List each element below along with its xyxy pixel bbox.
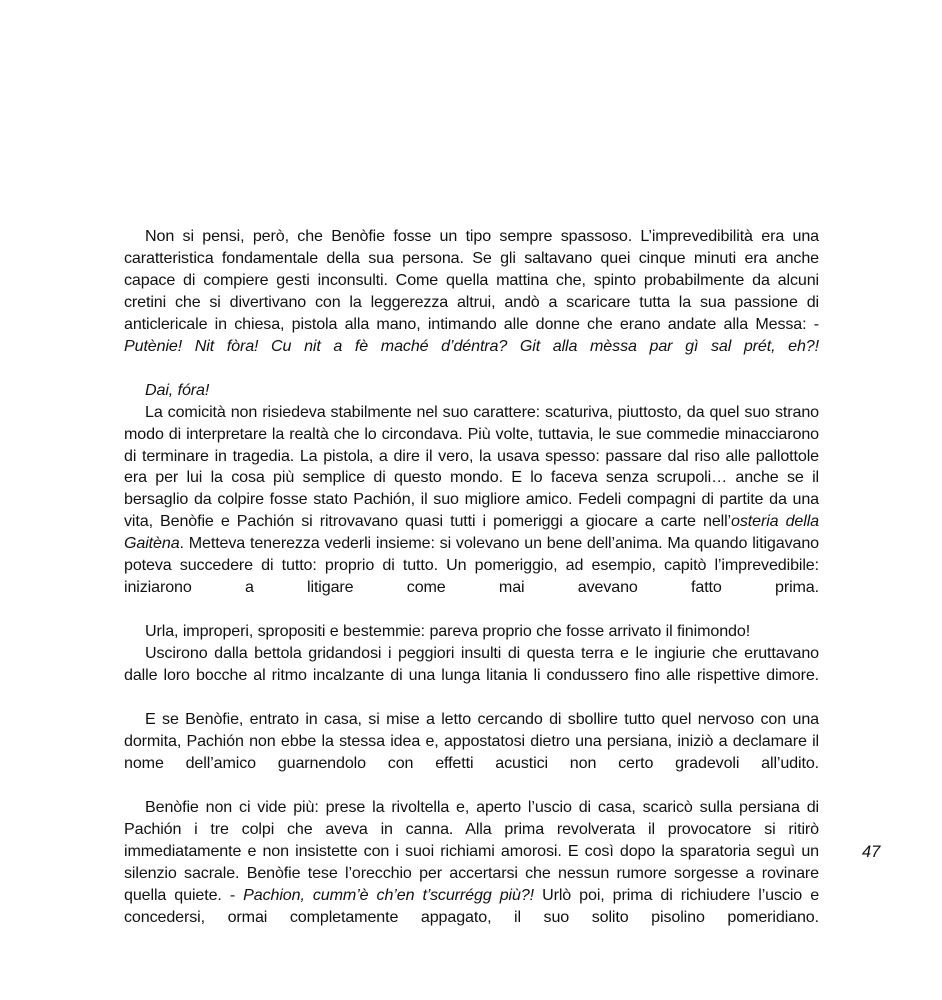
text-run: Benòfie non ci vide più: prese la rivoltella e, aperto l’uscio di casa, scaricò sulla persiana di Pachión i tre colpi che aveva in canna. Alla prima revolverata il provocatore si ritirò immediatamente e non insistette con i suoi richiami amorosi. E così dopo la sparatoria seguì un silenzio sacrale. Benòfie tese l’orecchio per accertarsi che nessun rumore sorgesse a rovinare quella quiete. -	[124, 797, 819, 904]
paragraph	[124, 797, 819, 951]
text-run: La comicità non risiedeva stabilmente nel suo carattere: scaturiva, piuttosto, da quel suo strano modo di interpretare la realtà che lo circondava. Più volte, tuttavia, le sue commedie minacciarono di terminare in tragedia. La pistola, a dire il vero, la usava spesso: passare dal riso alle pallottole era per lui la cosa più semplice di questo mondo. E lo faceva senza scrupoli… anche se il bersaglio da colpire fosse stato Pachión, il suo migliore amico. Fedeli compagni di partite da una vita, Benòfie e Pachión si ritrovavano quasi tutti i pomeriggi a giocare a carte nell’	[124, 402, 819, 531]
text-run: Urlò poi, prima di richiudere l’uscio e concedersi, ormai completamente appagato, il suo solito pisolino pomeridiano.	[124, 885, 820, 926]
dialect-phrase: Pachion, cumm’è ch’en t’scurrégg più?!	[243, 885, 535, 904]
paragraph	[124, 380, 819, 402]
dialect-phrase: Putènie! Nit fòra! Cu nit a fè maché d’déntra? Git alla mèssa par gì sal prét, eh?!	[124, 336, 819, 355]
paragraph	[124, 621, 819, 643]
text-run: Non si pensi, però, che Benòfie fosse un tipo sempre spassoso. L’imprevedibilità era una caratteristica fondamentale della sua persona. Se gli saltavano quei cinque minuti era anche capace di compiere gesti inconsulti. Come quella mattina che, spinto probabilmente da alcuni cretini che si divertivano con la leggerezza altrui, andò a scaricare tutta la sua passione di anticlericale in chiesa, pistola alla mano, intimando alle donne che erano andate alla Messa: -	[124, 227, 819, 333]
text-run: . Metteva tenerezza vederli insieme: si volevano un bene dell’anima. Ma quando litigavano poteva succedere di tutto: proprio di tutto. Un pomeriggio, ad esempio, capitò l’imprevedibile: iniziarono a litigare come mai avevano fatto prima.	[124, 534, 819, 597]
text-run: E se Benòfie, entrato in casa, si mise a letto cercando di sbollire tutto quel nervoso con una dormita, Pachión non ebbe la stessa idea e, appostatosi dietro una persiana, iniziò a declamare il nome dell’amico guarnendolo con effetti acustici non certo gradevoli all’udito.	[124, 709, 819, 772]
dialect-phrase: osteria della Gaitèna	[124, 512, 820, 553]
paragraph	[124, 709, 819, 797]
paragraph	[124, 643, 819, 709]
dialect-phrase: Dai, fóra!	[145, 380, 210, 399]
body-text	[124, 226, 819, 950]
page-number: 47	[862, 843, 881, 861]
text-run: Uscirono dalla bettola gridandosi i peggiori insulti di questa terra e le ingiurie che eruttavano dalle loro bocche al ritmo incalzante di una lunga litania li condussero fino alle rispettive dimore.	[124, 644, 819, 685]
paragraph	[124, 226, 819, 380]
text-run: Urla, improperi, spropositi e bestemmie: pareva proprio che fosse arrivato il finimondo!	[145, 622, 751, 641]
paragraph	[124, 402, 819, 622]
